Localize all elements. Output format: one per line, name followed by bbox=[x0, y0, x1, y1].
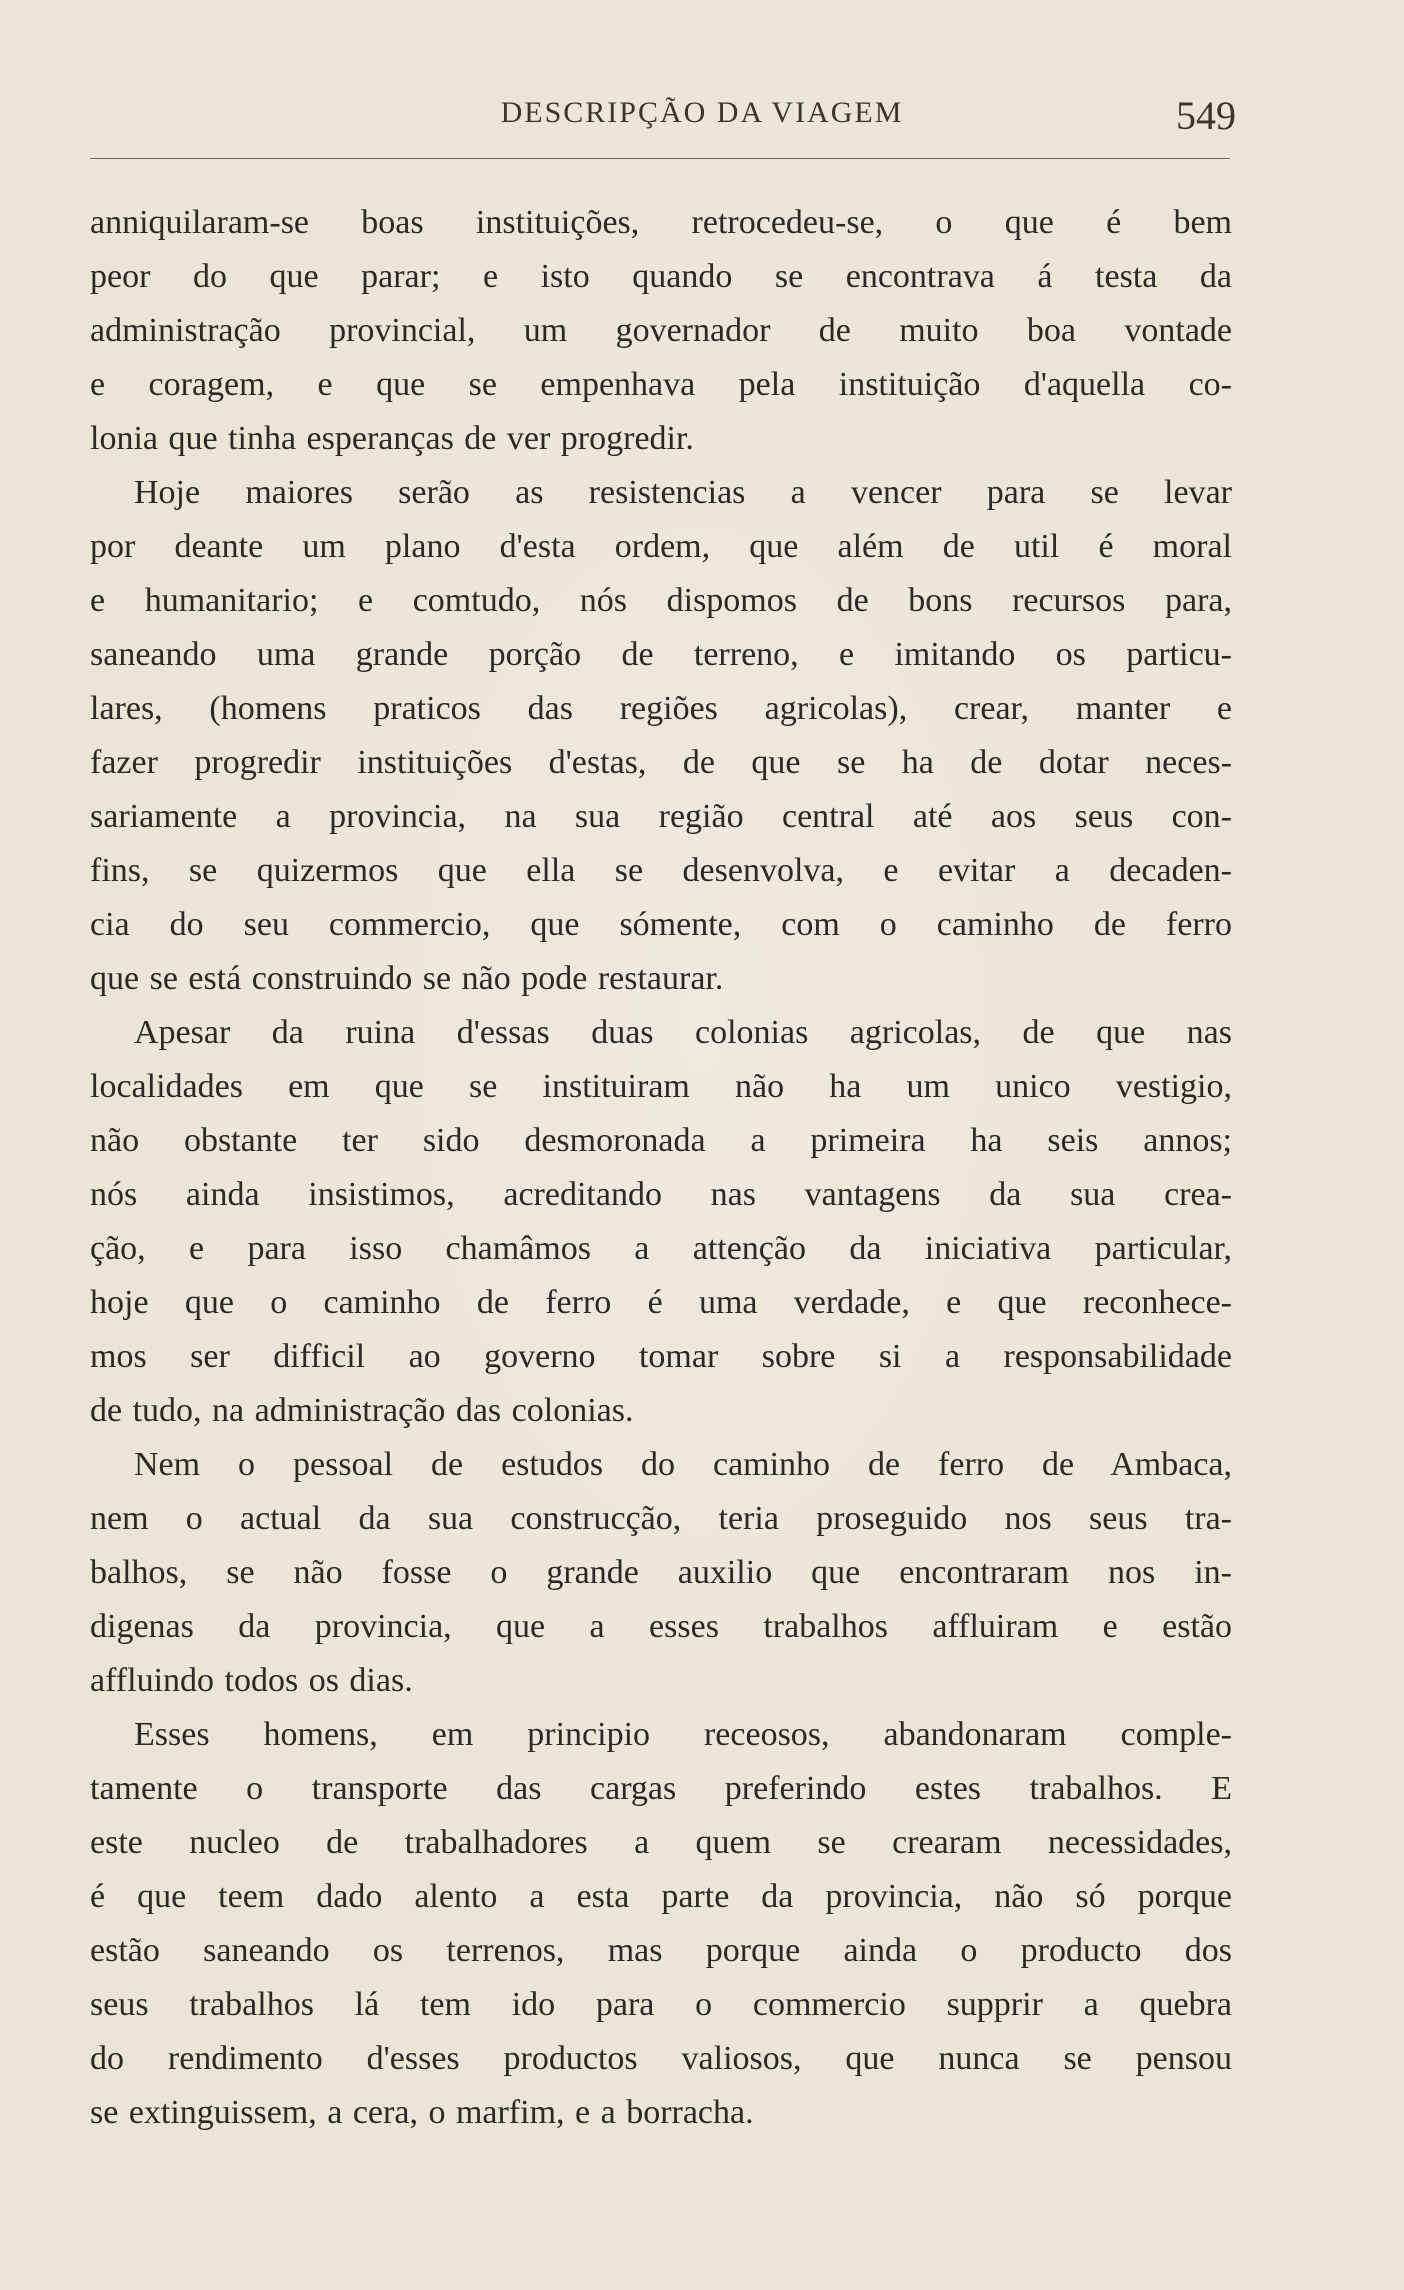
paragraph-first-line: Nem o pessoal de estudos do caminho de ferro de Ambaca, bbox=[134, 1446, 1232, 1483]
text-line: e humanitario; e comtudo, nós dispomos de bons recursos para, bbox=[90, 582, 1232, 619]
paragraph-first-line: Apesar da ruina d'essas duas colonias agricolas, de que nas bbox=[134, 1014, 1232, 1051]
text-line: lares, (homens praticos das regiões agricolas), crear, manter e bbox=[90, 690, 1232, 727]
text-line: seus trabalhos lá tem ido para o commercio supprir a quebra bbox=[90, 1986, 1232, 2023]
text-line: é que teem dado alento a esta parte da provincia, não só porque bbox=[90, 1878, 1232, 1915]
text-line: que se está construindo se não pode restaurar. bbox=[90, 960, 724, 997]
text-line: saneando uma grande porção de terreno, e imitando os particu- bbox=[90, 636, 1232, 673]
page-number: 549 bbox=[1176, 93, 1236, 138]
text-line: nós ainda insistimos, acreditando nas vantagens da sua crea- bbox=[90, 1176, 1232, 1213]
text-line: fazer progredir instituições d'estas, de que se ha de dotar neces- bbox=[90, 744, 1232, 781]
text-line: fins, se quizermos que ella se desenvolva, e evitar a decaden- bbox=[90, 852, 1232, 889]
text-line: anniquilaram-se boas instituições, retrocedeu-se, o que é bem bbox=[90, 204, 1232, 241]
text-line: hoje que o caminho de ferro é uma verdade, e que reconhece- bbox=[90, 1284, 1232, 1321]
text-line: se extinguissem, a cera, o marfim, e a borracha. bbox=[90, 2094, 754, 2131]
paragraph-first-line: Esses homens, em principio receosos, abandonaram comple- bbox=[134, 1716, 1232, 1753]
text-line: de tudo, na administração das colonias. bbox=[90, 1392, 634, 1429]
text-line: este nucleo de trabalhadores a quem se crearam necessidades, bbox=[90, 1824, 1232, 1861]
text-line: estão saneando os terrenos, mas porque ainda o producto dos bbox=[90, 1932, 1232, 1969]
text-line: affluindo todos os dias. bbox=[90, 1662, 413, 1699]
text-line: ção, e para isso chamâmos a attenção da iniciativa particular, bbox=[90, 1230, 1232, 1267]
text-line: balhos, se não fosse o grande auxilio que encontraram nos in- bbox=[90, 1554, 1232, 1591]
text-line: mos ser difficil ao governo tomar sobre si a responsabilidade bbox=[90, 1338, 1232, 1375]
paragraph-first-line: Hoje maiores serão as resistencias a vencer para se levar bbox=[134, 474, 1232, 511]
body-text bbox=[90, 196, 1232, 2140]
text-line: cia do seu commercio, que sómente, com o caminho de ferro bbox=[90, 906, 1232, 943]
text-line: por deante um plano d'esta ordem, que além de util é moral bbox=[90, 528, 1232, 565]
text-line: e coragem, e que se empenhava pela instituição d'aquella co- bbox=[90, 366, 1232, 403]
text-line: digenas da provincia, que a esses trabalhos affluiram e estão bbox=[90, 1608, 1232, 1645]
text-line: do rendimento d'esses productos valiosos, que nunca se pensou bbox=[90, 2040, 1232, 2077]
text-line: nem o actual da sua construcção, teria proseguido nos seus tra- bbox=[90, 1500, 1232, 1537]
text-line: localidades em que se instituiram não ha um unico vestigio, bbox=[90, 1068, 1232, 1105]
running-title: DESCRIPÇÃO DA VIAGEM bbox=[500, 96, 904, 129]
text-line: não obstante ter sido desmoronada a primeira ha seis annos; bbox=[90, 1122, 1232, 1159]
header-rule bbox=[90, 158, 1230, 159]
text-line: administração provincial, um governador de muito boa vontade bbox=[90, 312, 1232, 349]
text-line: tamente o transporte das cargas preferindo estes trabalhos. E bbox=[90, 1770, 1232, 1807]
text-line: sariamente a provincia, na sua região central até aos seus con- bbox=[90, 798, 1232, 835]
text-line: lonia que tinha esperanças de ver progredir. bbox=[90, 420, 694, 457]
text-line: peor do que parar; e isto quando se encontrava á testa da bbox=[90, 258, 1232, 295]
